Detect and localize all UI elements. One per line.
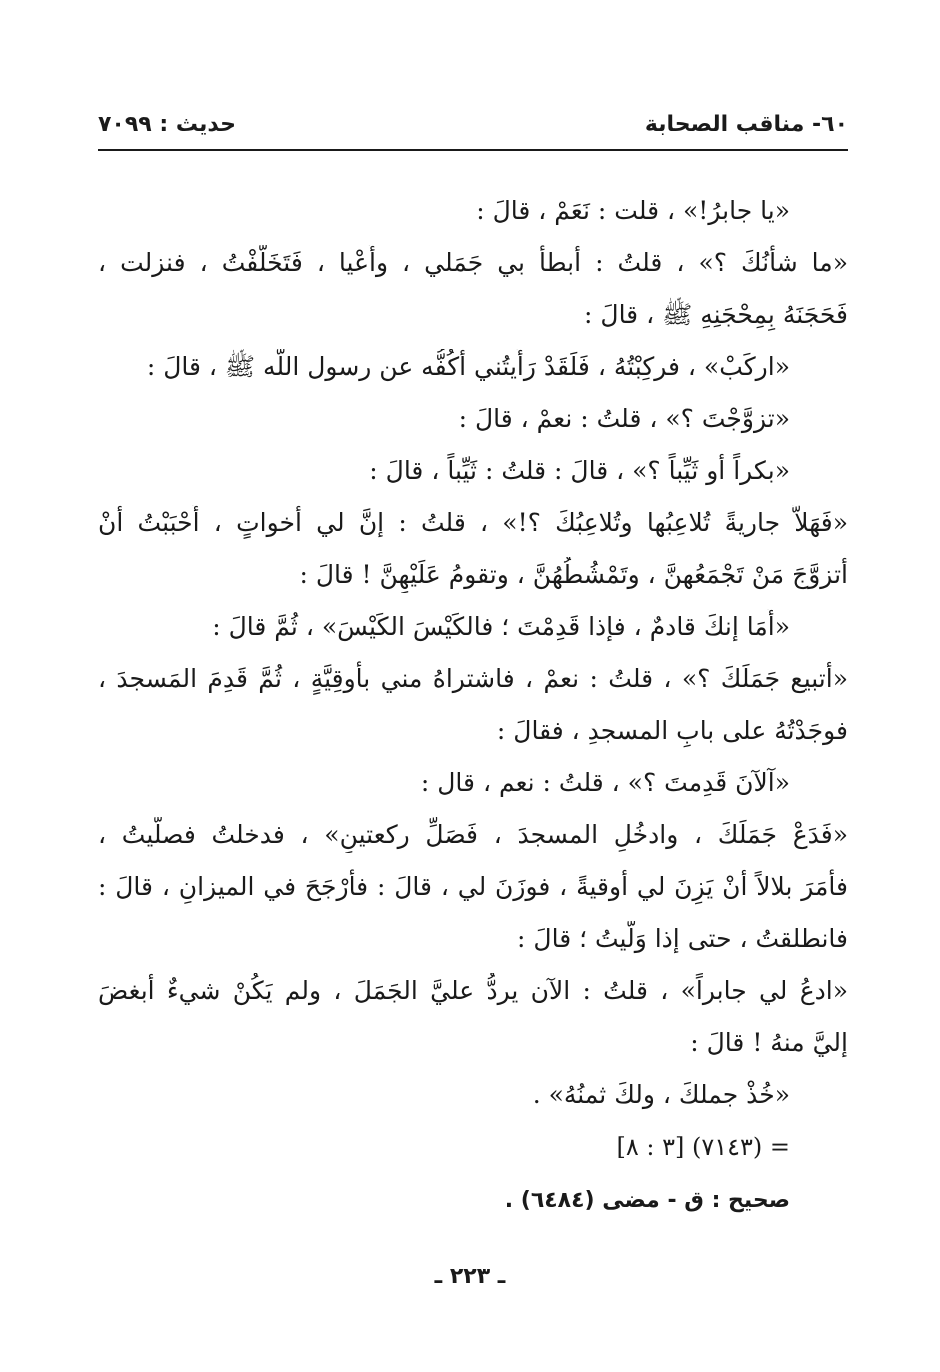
- text-line: «آلآنَ قَدِمتَ ؟» ، قلتُ : نعم ، قال :: [420, 768, 790, 797]
- text-line: «خُذْ جملكَ ، ولكَ ثمنُهُ» .: [532, 1080, 790, 1109]
- page-header: [98, 108, 848, 146]
- chapter-title: ٦٠- مناقب الصحابة: [644, 112, 848, 137]
- text-line: فأَمَرَ بلالاً أنْ يَزِنَ لي أوقيةً ، فوزَنَ لي ، قالَ : فأَرْجَحَ في الميزانِ ، قالَ :: [98, 872, 848, 901]
- text-line: «يا جابرُ!» ، قلت : نَعَمْ ، قالَ :: [476, 196, 790, 225]
- text-line: «أَمَا إنكَ قادمٌ ، فإذا قَدِمْتَ ؛ فالكَيْسَ الكَيْسَ» ، ثُمَّ قالَ :: [212, 612, 790, 641]
- text-line: «بكراً أو ثَيِّباً ؟» ، قالَ : قلتُ : ثَيِّباً ، قالَ :: [369, 456, 790, 485]
- grading-note: صحيح : ق - مضى (٦٤٨٤) .: [504, 1188, 790, 1213]
- text-line: فَحَجَنَهُ بِمِحْجَنِهِ ﷺ ، قالَ :: [584, 300, 848, 329]
- text-line: «اركَبْ» ، فركِبْتُهُ ، فَلَقَدْ رَأَيتُني أكُفُّه عن رسول اللّه ﷺ ، قالَ :: [146, 352, 790, 381]
- header-divider: [98, 149, 848, 151]
- text-line: «تزوَّجْتَ ؟» ، قلتُ : نعمْ ، قالَ :: [458, 404, 790, 433]
- text-line: «ما شأنُكَ ؟» ، قلتُ : أبطأَ بي جَمَلي ، وأَعْيا ، فَتَخَلَّفْتُ ، فنزلت ،: [98, 248, 848, 277]
- text-line: «أتبيع جَمَلَكَ ؟» ، قلتُ : نعمْ ، فاشتراهُ مني بأُوقِيَّةٍ ، ثُمَّ قَدِمَ المَسجدَ ،: [98, 664, 848, 693]
- text-line: إليَّ منهُ ! قالَ :: [690, 1028, 848, 1057]
- text-line: فانطلقتُ ، حتى إذا وَلَّيتُ ؛ قالَ :: [517, 924, 848, 953]
- text-line: «فَدَعْ جَمَلَكَ ، وادخُلِ المسجدَ ، فَصَلِّ ركعتينِ» ، فدخلتُ فصلَّيتُ ،: [98, 820, 848, 849]
- page-number: ـ ٢٢٣ ـ: [434, 1264, 506, 1289]
- hadith-number: حديث : ٧٠٩٩: [98, 112, 236, 137]
- text-line: «فَهَلاَّ جاريةً تُلاعِبُها وتُلاعِبُكَ ؟!» ، قلتُ : إنَّ لي أخواتٍ ، أَحْبَبْتُ أنْ: [98, 508, 848, 537]
- text-line: «ادعُ لي جابراً» ، قلتُ : الآن يردُّ عليَّ الجَمَلَ ، ولم يَكُنْ شيءٌ أبغضَ: [98, 976, 848, 1005]
- text-line: أتزوَّجَ مَنْ تَجْمَعُهنَّ ، وتَمْشُطُهُنَّ ، وتقومُ عَلَيْهِنَّ ! قالَ :: [299, 560, 848, 589]
- text-line: فوجَدْتُهُ على بابِ المسجدِ ، فقالَ :: [496, 716, 848, 745]
- takhrij-reference: = (٧١٤٣) [٣ : ٨]: [616, 1133, 790, 1161]
